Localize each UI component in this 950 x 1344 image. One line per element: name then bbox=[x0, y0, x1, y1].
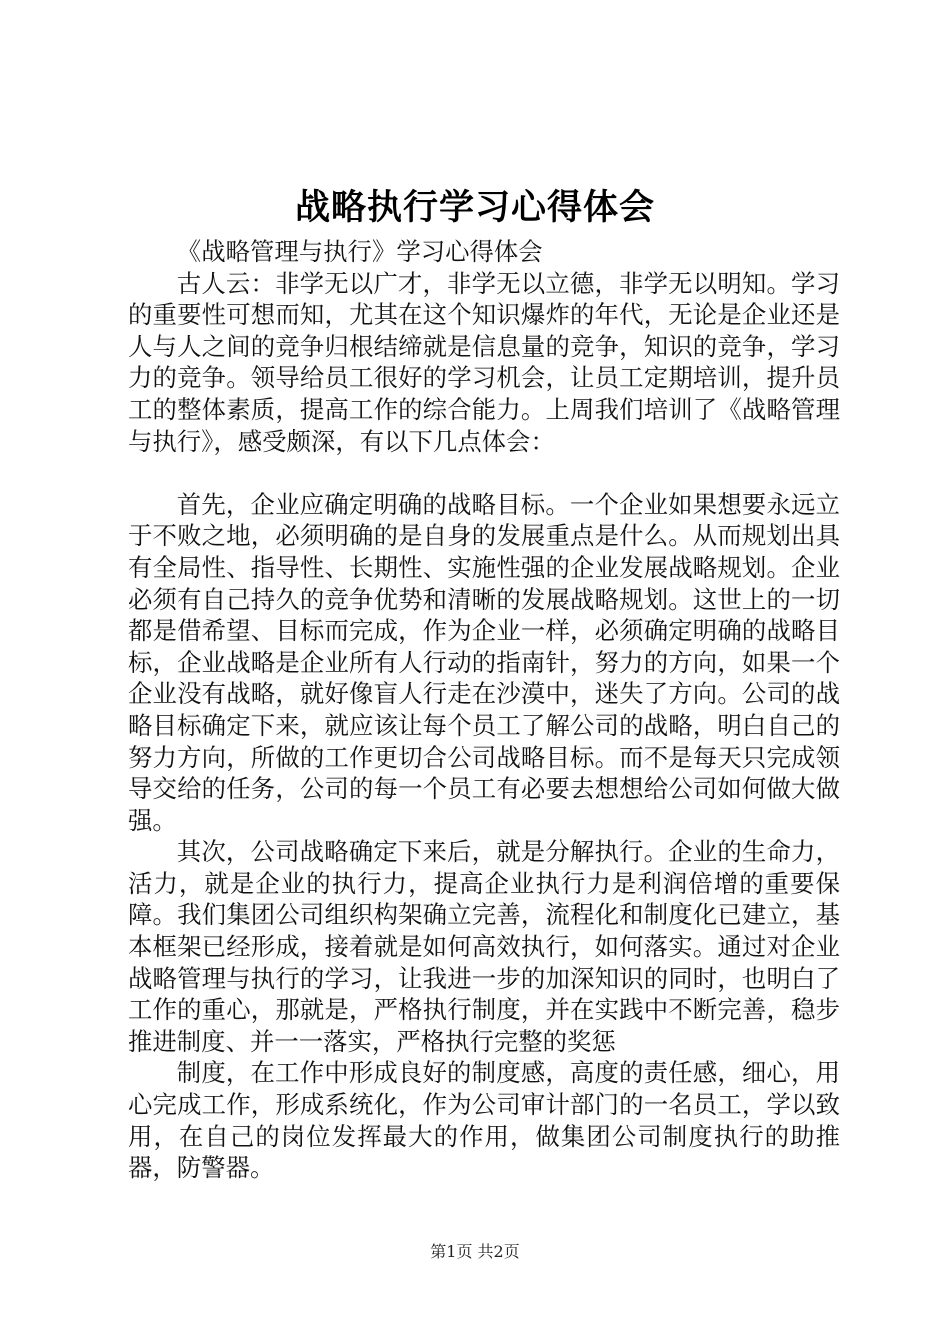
document-title: 战略执行学习心得体会 bbox=[294, 187, 655, 228]
document-body bbox=[128, 236, 840, 1184]
page-number: 第1页 共2页 bbox=[430, 1242, 520, 1261]
paragraph-conclusion: 制度，在工作中形成良好的制度感，高度的责任感，细心，用心完成工作，形成系统化，作为公司审计部门的一名员工，学以致用，在自己的岗位发挥最大的作用，做集团公司制度执行的助推器，防警器。 bbox=[128, 1058, 840, 1183]
paragraph-first-point: 首先，企业应确定明确的战略目标。一个企业如果想要永远立于不败之地，必须明确的是自身的发展重点是什么。从而规划出具有全局性、指导性、长期性、实施性强的企业发展战略规划。企业必须有自己持久的竞争优势和清晰的发展战略规划。这世上的一切都是借希望、目标而完成，作为企业一样，必须确定明确的战略目标，企业战略是企业所有人行动的指南针，努力的方向，如果一个企业没有战略，就好像盲人行走在沙漠中，迷失了方向。公司的战略目标确定下来，就应该让每个员工了解公司的战略，明白自己的努力方向，所做的工作更切合公司战略目标。而不是每天只完成领导交给的任务，公司的每一个员工有必要去想想给公司如何做大做强。 bbox=[128, 489, 840, 835]
paragraph-second-point: 其次，公司战略确定下来后，就是分解执行。企业的生命力，活力，就是企业的执行力，提高企业执行力是利润倍增的重要保障。我们集团公司组织构架确立完善，流程化和制度化已建立，基本框架已经形成，接着就是如何高效执行，如何落实。通过对企业战略管理与执行的学习，让我进一步的加深知识的同时，也明白了工作的重心，那就是，严格执行制度，并在实践中不断完善，稳步推进制度、并一一落实，严格执行完整的奖惩 bbox=[128, 837, 840, 1056]
paragraph-subtitle: 《战略管理与执行》学习心得体会 bbox=[176, 237, 543, 266]
paragraph-intro: 古人云：非学无以广才，非学无以立德，非学无以明知。学习的重要性可想而知，尤其在这个知识爆炸的年代，无论是企业还是人与人之间的竞争归根结缔就是信息量的竞争，知识的竞争，学习力的竞争。领导给员工很好的学习机会，让员工定期培训，提升员工的整体素质，提高工作的综合能力。上周我们培训了《战略管理与执行》，感受颇深，有以下几点体会： bbox=[128, 268, 840, 456]
